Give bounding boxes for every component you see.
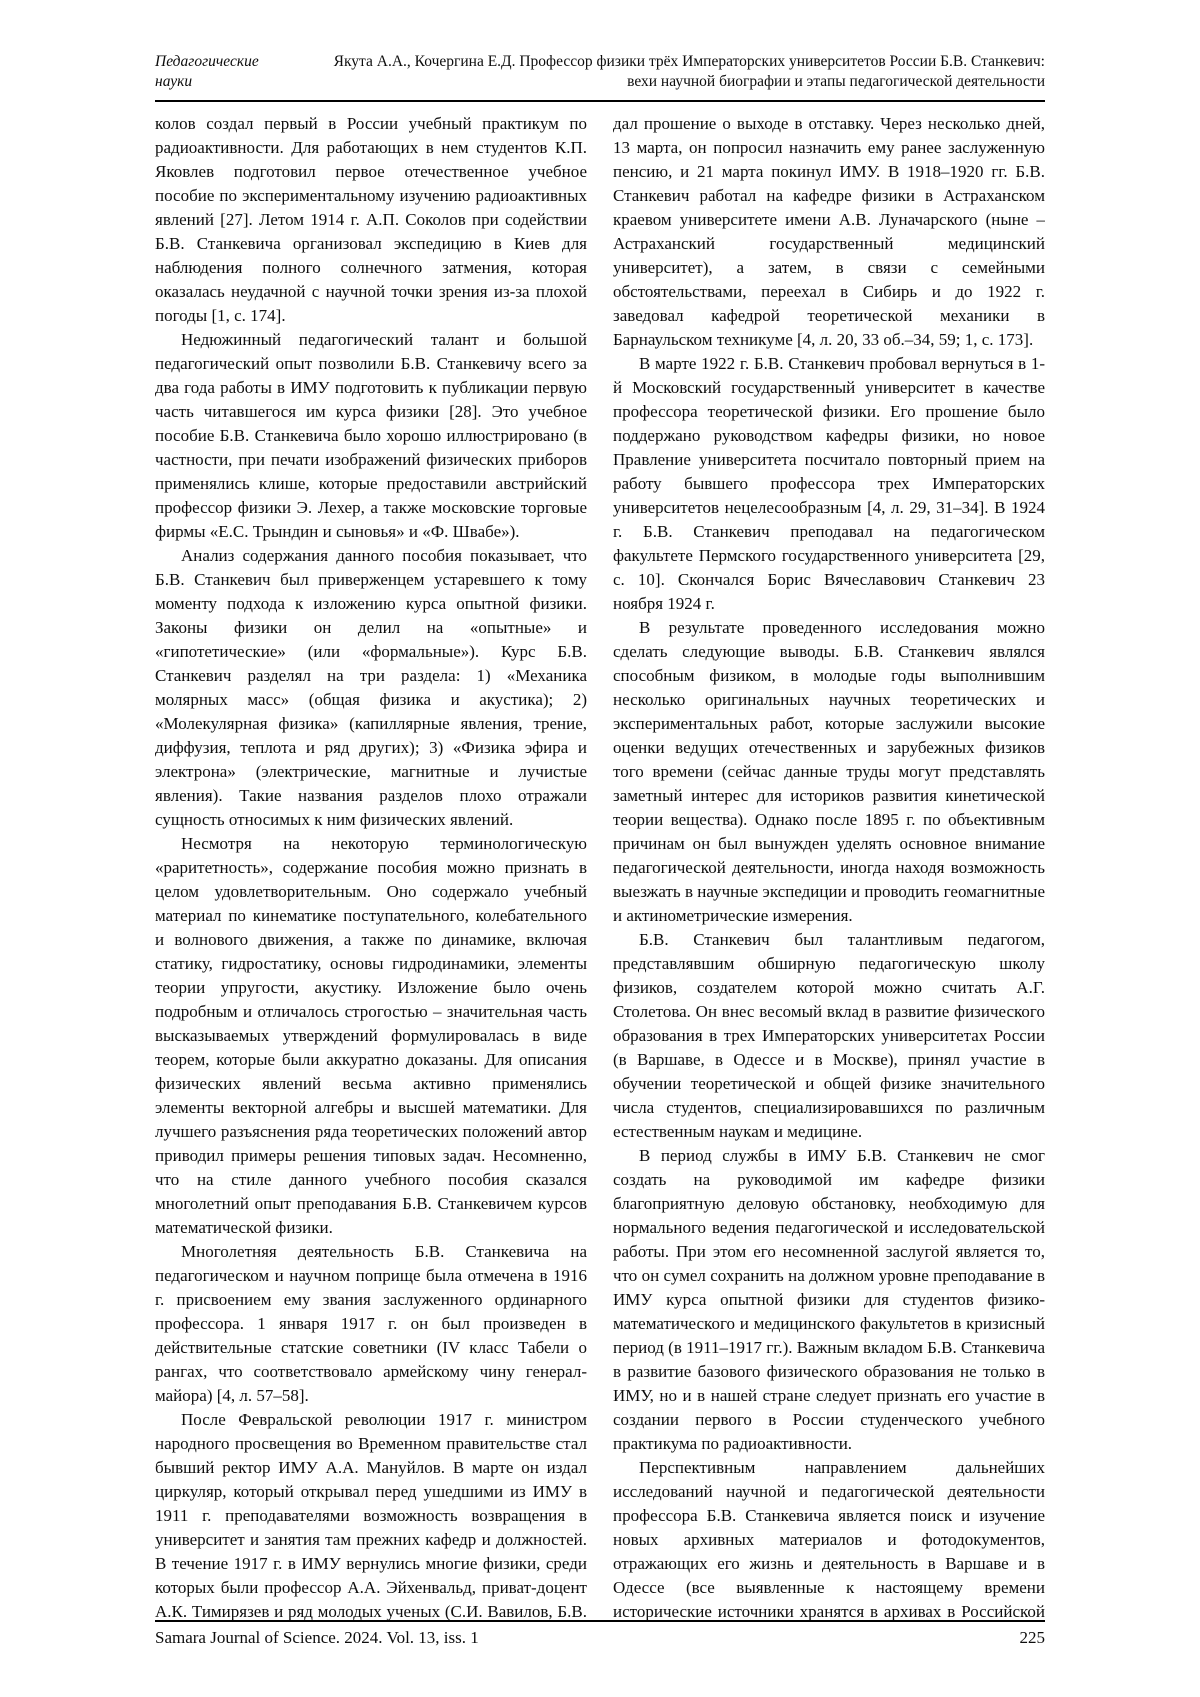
page-header [155,52,1045,102]
journal-name: Samara Journal of Science. 2024. Vol. 13, iss. 1 [155,1628,479,1647]
running-title [285,52,1045,92]
page-footer [155,1620,1045,1649]
running-title-line2: вехи научной биографии и этапы педагогической деятельности [627,73,1045,90]
running-title-line1: Якута А.А., Кочергина Е.Д. Профессор физики трёх Императорских университетов России Б.В. Станкевич: [333,53,1045,70]
paragraph: В период службы в ИМУ Б.В. Станкевич не смог создать на руководимой им кафедре физики благоприятную деловую обстановку, необходимую для нормального ведения педагогической и исследовательской работы. При этом его несомненной заслугой является то, что он сумел сохранить на должном уровне преподавание в ИМУ курса опытной физики для студентов физико-математического и медицинского факультетов в кризисный период (в 1911–1917 гг.). Важным вкладом Б.В. Станкевича в развитие базового физического образования не только в ИМУ, но и в нашей стране следует признать его участие в создании первого в России студенческого учебного практикума по радиоактивности. [613,1146,1045,1453]
paragraph: Анализ содержания данного пособия показывает, что Б.В. Станкевич был приверженцем устаревшего к тому моменту подхода к изложению курса опытной физики. Законы физики он делил на «опытные» и «гипотетические» (или «формальные»). Курс Б.В. Станкевич разделял на три раздела: 1) «Механика молярных масс» (общая физика и акустика); 2) «Молекулярная физика» (капиллярные явления, трение, диффузия, теплота и ряд других); 3) «Физика эфира и электрона» (электрические, магнитные и лучистые явления). Такие названия разделов плохо отражали сущность относимых к ним физических явлений. [155,546,587,829]
paragraph: Несмотря на некоторую терминологическую «раритетность», содержание пособия можно признать в целом удовлетворительным. Оно содержало учебный материал по кинематике поступательного, колебательного и волнового движения, а также по динамике, включая статику, гидростатику, основы гидродинамики, элементы теории упругости, акустику. Изложение было очень подробным и отличалось строгостью – значительная часть высказываемых утверждений формулировалась в виде теорем, которые были аккуратно доказаны. Для описания физических явлений весьма активно применялись элементы векторной алгебры и высшей математики. Для лучшего разъяснения ряда теоретических положений автор приводил примеры решения типовых задач. Несомненно, что на стиле данного учебного пособия сказался многолетний опыт преподавания Б.В. Станкевичем курсов математической физики. [155,834,587,1237]
paragraph: В результате проведенного исследования можно сделать следующие выводы. Б.В. Станкевич являлся способным физиком, в молодые годы выполнившим несколько оригинальных научных теоретических и экспериментальных работ, которые заслужили высокие оценки ведущих отечественных и зарубежных физиков того времени (сейчас данные труды могут представлять заметный интерес для историков развития кинетической теории вещества). Однако после 1895 г. по объективным причинам он был вынужден уделять основное внимание педагогической деятельности, иногда находя возможность выезжать в научные экспедиции и проводить геомагнитные и актинометрические измерения. [613,618,1045,925]
paragraph: колов создал первый в России учебный практикум по радиоактивности. Для работающих в нем студентов К.П. Яковлев подготовил первое отечественное учебное пособие по экспериментальному изучению радиоактивных явлений [27]. Летом 1914 г. А.П. Соколов при содействии Б.В. Станкевича организовал экспедицию в Киев для наблюдения полного солнечного затмения, которая оказалась неудачной с научной точки зрения из-за плохой погоды [1, с. 174]. [155,114,587,325]
page-number: 225 [1019,1628,1045,1647]
article-body [155,112,1045,1620]
column-left [155,112,587,1620]
column-right [613,112,1045,1620]
paragraph: Перспективным направлением дальнейших исследований научной и педагогической деятельности профессора Б.В. Станкевича является поиск и изучение новых архивных материалов и фотодокументов, отражающих его жизнь и деятельность в Варшаве и в Одессе (все выявленные к настоящему времени исторические источники хранятся в архивах в Российской [613,1458,1045,1620]
paragraph: Б.В. Станкевич был талантливым педагогом, представлявшим обширную педагогическую школу физиков, создателем которой можно считать А.Г. Столетова. Он внес весомый вклад в развитие физического образования в трех Императорских университетах России (в Варшаве, в Одессе и в Москве), принял участие в обучении теоретической и общей физике значительного числа студентов, специализировавшихся по различным естественным наукам и медицине. [613,930,1045,1141]
paragraph: Многолетняя деятельность Б.В. Станкевича на педагогическом и научном поприще была отмечена в 1916 г. присвоением ему звания заслуженного ординарного профессора. 1 января 1917 г. он был произведен в действительные статские советники (IV класс Табели о рангах, что соответствовало армейскому чину генерал-майора) [4, л. 57–58]. [155,1242,587,1405]
paragraph: Недюжинный педагогический талант и большой педагогический опыт позволили Б.В. Станкевичу всего за два года работы в ИМУ подготовить к публикации первую часть читавшегося им курса физики [28]. Это учебное пособие Б.В. Станкевича было хорошо иллюстрировано (в частности, при печати изображений физических приборов применялись клише, которые предоставили австрийский профессор физики Э. Лехер, а также московские торговые фирмы «Е.С. Трындин и сыновья» и «Ф. Швабе»). [155,330,587,541]
section-label: Педагогические науки [155,53,259,90]
paragraph: В марте 1922 г. Б.В. Станкевич пробовал вернуться в 1-й Московский государственный университет в качестве профессора теоретической физики. Его прошение было поддержано руководством кафедры физики, но новое Правление университета посчитало повторный прием на работу бывшего профессора трех Императорских университетов нецелесообразным [4, л. 29, 31–34]. В 1924 г. Б.В. Станкевич преподавал на педагогическом факультете Пермского государственного университета [29, с. 10]. Скончался Борис Вячеславович Станкевич 23 ноября 1924 г. [613,354,1045,613]
paragraph: После Февральской революции 1917 г. министром народного просвещения во Временном правительстве стал бывший ректор ИМУ А.А. Мануйлов. В марте он издал циркуляр, который открывал перед ушедшими из ИМУ в 1911 г. преподавателями возможность возвращения в университет и занятия там прежних кафедр и должностей. В течение 1917 г. в ИМУ вернулись многие физики, среди которых были профессор А.А. Эйхенвальд, приват-доцент А.К. Тимирязев и ряд молодых ученых (С.И. Вавилов, Б.В. [155,1410,587,1620]
paragraph: дал прошение о выходе в отставку. Через несколько дней, 13 марта, он попросил назначить ему ранее заслуженную пенсию, и 21 марта покинул ИМУ. В 1918–1920 гг. Б.В. Станкевич работал на кафедре физики в Астраханском краевом университете имени А.В. Луначарского (ныне – Астраханский государственный медицинский университет), а затем, в связи с семейными обстоятельствами, переехал в Сибирь и до 1922 г. заведовал кафедрой теоретической механики в Барнаульском техникуме [4, л. 20, 33 об.–34, 59; 1, с. 173]. [613,114,1045,349]
